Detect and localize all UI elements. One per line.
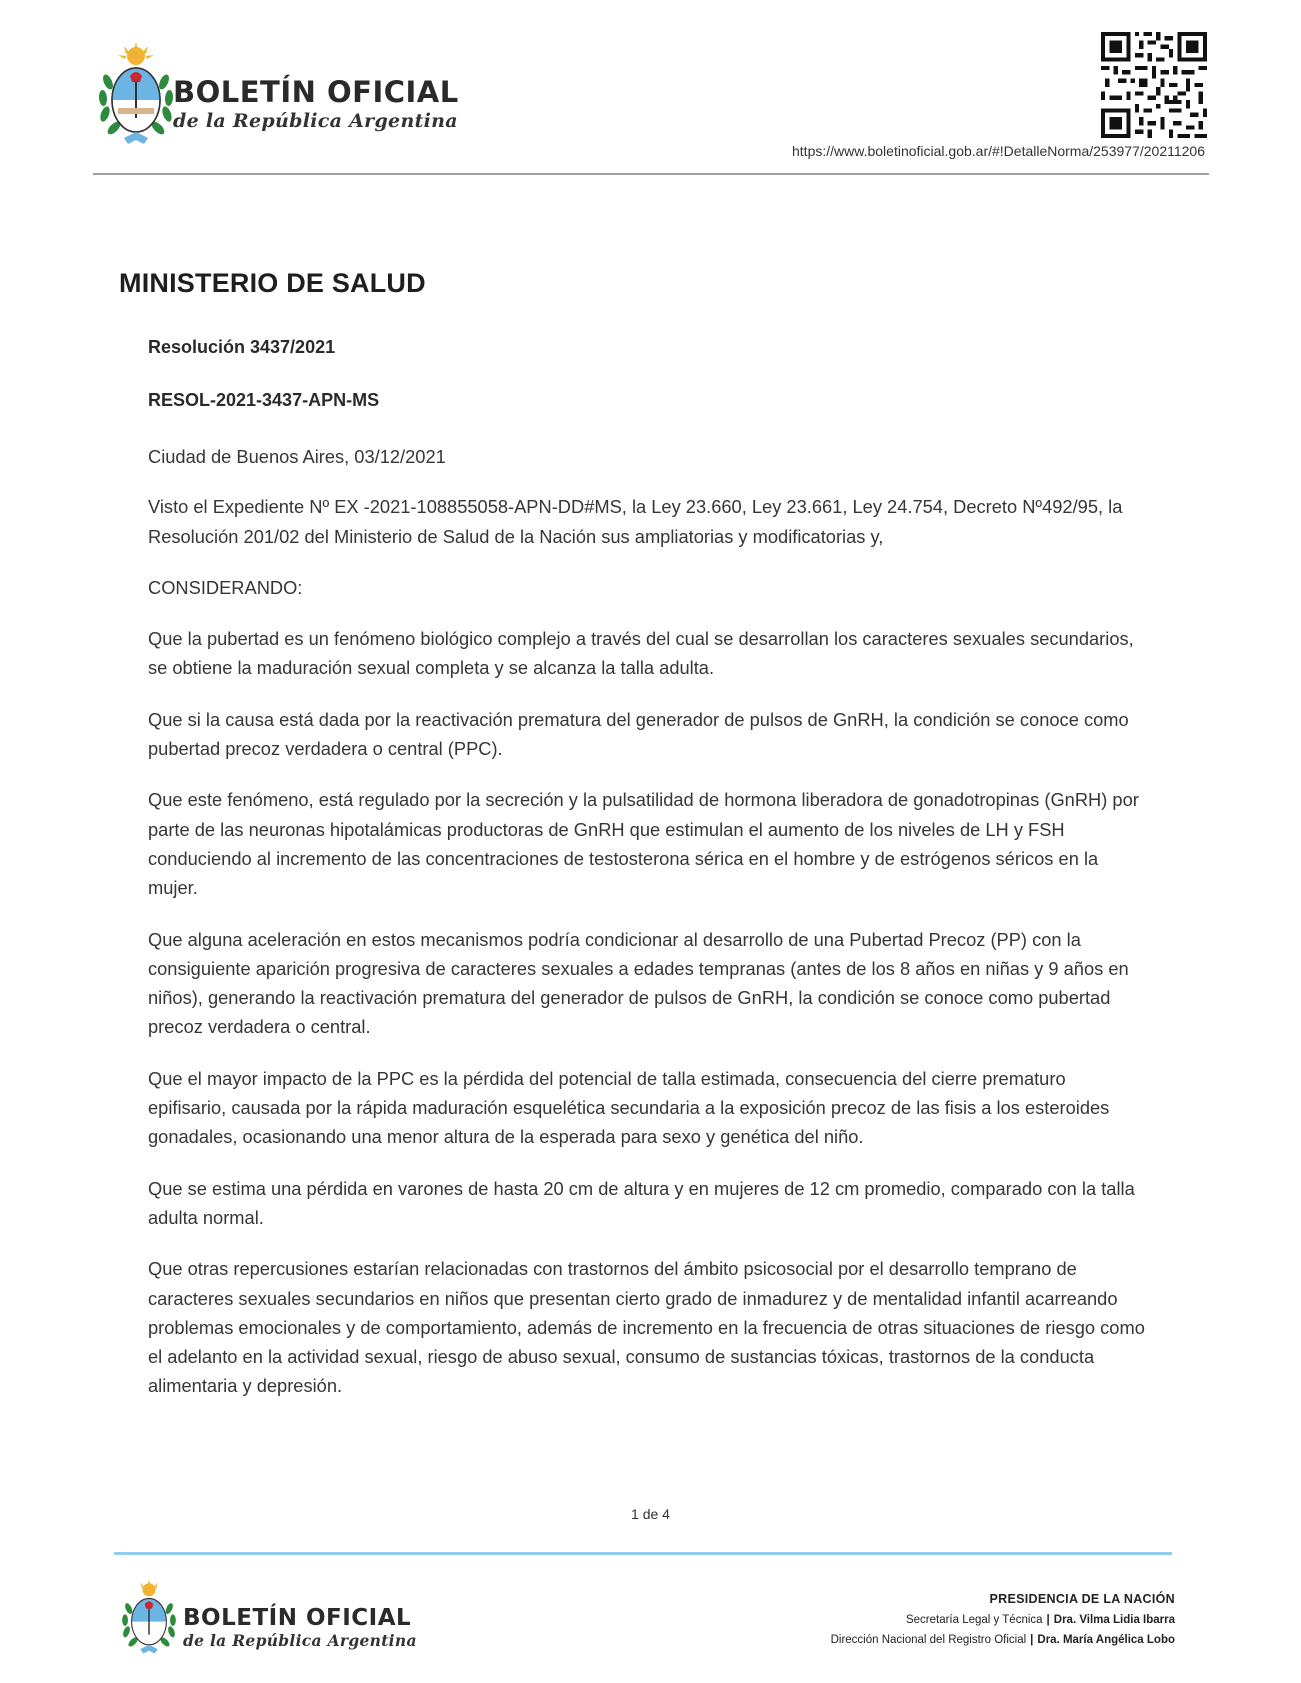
page-number: 1 de 4 bbox=[631, 1506, 670, 1522]
footer-brand-title: BOLETÍN OFICIAL bbox=[183, 1605, 412, 1631]
footer-divider bbox=[114, 1552, 1172, 1555]
resolution-code: RESOL-2021-3437-APN-MS bbox=[148, 390, 380, 410]
secretaria-label: Secretaría Legal y Técnica bbox=[905, 1614, 1043, 1626]
considerando-paragraph: Que el mayor impacto de la PPC es la pérdida del potencial de talla estimada, consecuencia del cierre prematuro epifisario, causada por la rápida maduración esquelética secundaria a la exposición precoz de las fisis a los esteroides gonadales, ocasionando una menor altura de la esperada para sexo y genética del niño. bbox=[148, 1067, 1110, 1148]
coat-of-arms-icon bbox=[120, 1577, 178, 1659]
coat-of-arms-icon bbox=[96, 42, 176, 148]
considerando-paragraph: Que se estima una pérdida en varones de hasta 20 cm de altura y en mujeres de 12 cm promedio, comparado con la talla adulta normal. bbox=[148, 1177, 1135, 1228]
qr-code-icon bbox=[1101, 32, 1207, 138]
separator: | bbox=[1030, 1634, 1034, 1646]
credits-line-1 bbox=[831, 1614, 1175, 1626]
document-body bbox=[148, 336, 1148, 1423]
footer-brand bbox=[183, 1606, 417, 1651]
brand-title: BOLETÍN OFICIAL bbox=[173, 75, 459, 109]
resolution-number: Resolución 3437/2021 bbox=[148, 337, 336, 357]
considerando-paragraph: Que otras repercusiones estarían relacionadas con trastornos del ámbito psicosocial por el desarrollo temprano de caracteres sexuales secundarios en niños que presentan cierto grado de inmadurez y de mentalidad infantil acarreando problemas emocionales y de comportamiento, además de incremento en la frecuencia de otras situaciones de riesgo como el adelanto en la actividad sexual, riesgo de abuso sexual, consumo de sustancias tóxicas, trastornos de la conducta alimentaria y depresión. bbox=[148, 1258, 1145, 1397]
presidencia-label: PRESIDENCIA DE LA NACIÓN bbox=[989, 1592, 1175, 1606]
considerando-heading: CONSIDERANDO: bbox=[148, 576, 303, 598]
credits-line-2 bbox=[831, 1634, 1175, 1646]
header-brand bbox=[173, 76, 459, 134]
considerando-paragraph: Que si la causa está dada por la reactivación prematura del generador de pulsos de GnRH, la condición se conoce como pubertad precoz verdadera o central (PPC). bbox=[148, 708, 1129, 760]
considerando-paragraph: Que alguna aceleración en estos mecanismos podría condicionar al desarrollo de una Pubertad Precoz (PP) con la consiguiente aparición progresiva de caracteres sexuales a edades tempranas (antes de los 8 años en niñas y 9 años en niños), generando la reactivación prematura del generador de pulsos de GnRH, la condición se conoce como pubertad precoz verdadera o central. bbox=[148, 928, 1129, 1038]
considerando-paragraph: Que este fenómeno, está regulado por la secreción y la pulsatilidad de hormona liberadora de gonadotropinas (GnRH) por parte de las neuronas hipotalámicas productoras de GnRH que estimulan el aumento de los niveles de LH y FSH conduciendo al incremento de las concentraciones de testosterona sérica en el hombre y de estrógenos séricos en la mujer. bbox=[148, 789, 1139, 899]
separator: | bbox=[1046, 1614, 1050, 1626]
brand-subtitle: de la República Argentina bbox=[173, 110, 458, 132]
considerando-paragraph: Que la pubertad es un fenómeno biológico complejo a través del cual se desarrollan los caracteres sexuales secundarios, se obtiene la maduración sexual completa y se alcanza la talla adulta. bbox=[148, 628, 1134, 679]
direccion-name: Dra. María Angélica Lobo bbox=[1037, 1634, 1175, 1646]
place-date: Ciudad de Buenos Aires, 03/12/2021 bbox=[148, 446, 446, 467]
secretaria-name: Dra. Vilma Lidia Ibarra bbox=[1053, 1614, 1175, 1626]
document-url[interactable]: https://www.boletinoficial.gob.ar/#!DetalleNorma/253977/20211206 bbox=[792, 143, 1205, 159]
header-divider bbox=[93, 173, 1209, 175]
footer-credits bbox=[831, 1592, 1175, 1654]
direccion-label: Dirección Nacional del Registro Oficial bbox=[830, 1634, 1027, 1646]
visto-paragraph: Visto el Expediente Nº EX -2021-108855058-APN-DD#MS, la Ley 23.660, Ley 23.661, Ley 24.754, Decreto Nº492/95, la Resolución 201/02 del Ministerio de Salud de la Nación sus ampliatorias y modificatorias y, bbox=[148, 496, 1123, 547]
ministry-title: MINISTERIO DE SALUD bbox=[119, 268, 426, 298]
footer-brand-subtitle: de la República Argentina bbox=[183, 1631, 417, 1650]
